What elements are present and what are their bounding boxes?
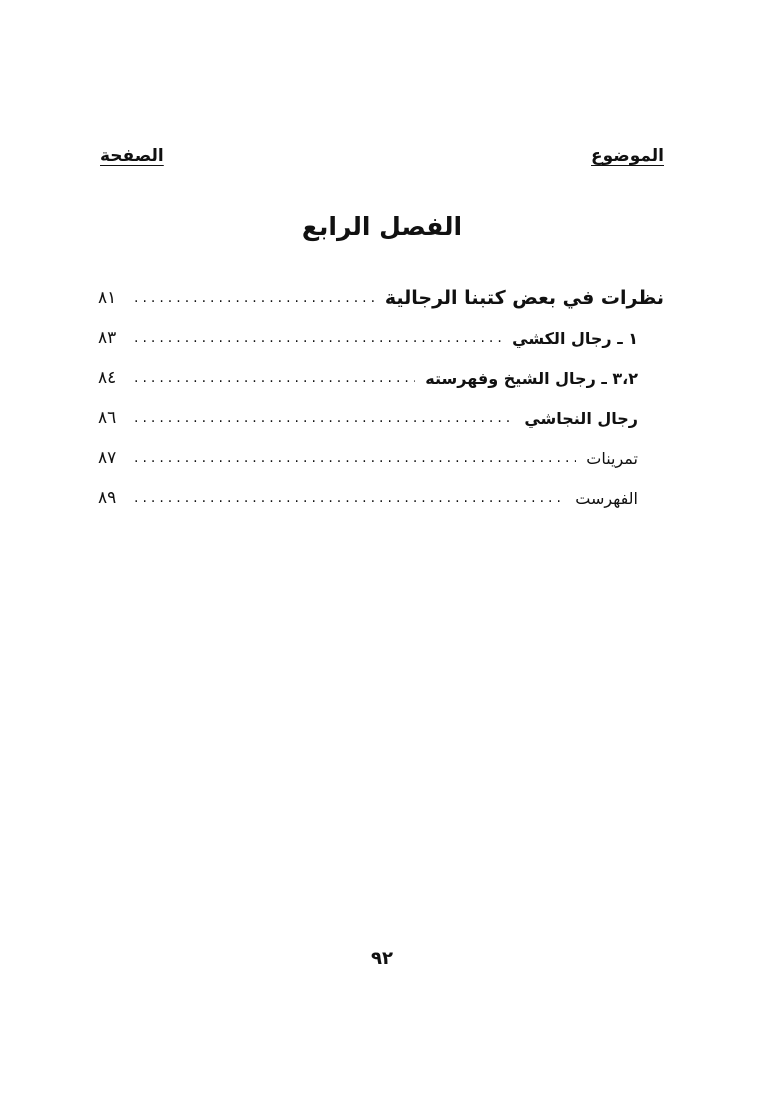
toc-entry <box>98 318 664 358</box>
toc-entry-page: ٨١ <box>98 288 117 308</box>
toc-entry-page: ٨٤ <box>98 368 117 388</box>
toc-leader-dots <box>134 290 375 306</box>
toc-entry-label: ٣،٢ ـ رجال الشيخ وفهرسته <box>425 368 638 388</box>
toc-entry-page: ٨٩ <box>98 488 117 508</box>
chapter-title: الفصل الرابع <box>301 212 463 241</box>
toc-leader-dots <box>134 370 415 386</box>
toc-leader-dots <box>134 410 514 426</box>
toc-entry <box>98 478 664 518</box>
toc-entry <box>98 398 664 438</box>
toc-leader-dots <box>134 490 565 506</box>
toc-leader-dots <box>134 330 502 346</box>
toc-entry <box>98 358 664 398</box>
topic-column-header: الموضوع <box>591 146 664 166</box>
table-of-contents <box>98 278 664 518</box>
toc-entry-page: ٨٣ <box>98 328 117 348</box>
page-number: ٩٢ <box>371 948 393 969</box>
toc-entry-label: رجال النجاشي <box>524 408 638 428</box>
toc-entry-page: ٨٧ <box>98 448 117 468</box>
toc-entry-label: نظرات في بعض كتبنا الرجالية <box>384 287 664 309</box>
toc-entry-label: ١ ـ رجال الكشي <box>512 328 638 348</box>
toc-entry-page: ٨٦ <box>98 408 117 428</box>
toc-leader-dots <box>134 450 576 466</box>
toc-entry <box>98 438 664 478</box>
toc-entry-label: تمرينات <box>586 448 638 468</box>
toc-entry <box>98 278 664 318</box>
page-column-header: الصفحة <box>100 146 164 166</box>
toc-entry-label: الفهرست <box>575 488 638 508</box>
